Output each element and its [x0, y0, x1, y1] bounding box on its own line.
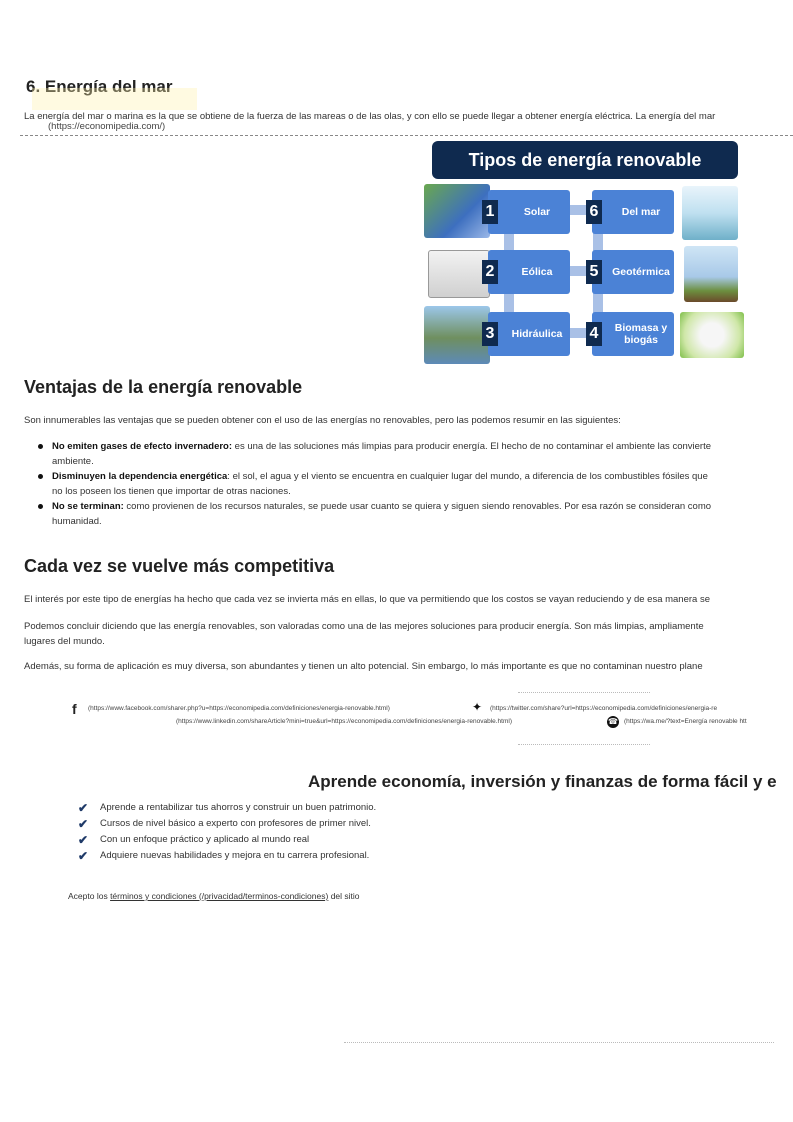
benefit-text: Cursos de nivel básico a experto con profesores de primer nivel.: [100, 818, 371, 829]
energy-number: 6: [586, 200, 602, 224]
list-item-cont: [36, 454, 711, 469]
bullet-text-cont: no los poseen los tienen que importar de otras naciones.: [52, 486, 291, 497]
energy-number: 4: [586, 322, 602, 346]
solar-panel-image: [424, 184, 490, 238]
checkmark-icon: ✔: [78, 801, 89, 815]
checkmark-icon: ✔: [78, 833, 89, 847]
link-highlight: [32, 88, 197, 110]
bullet-text-cont: ambiente.: [52, 456, 94, 467]
energy-type-del-mar: [589, 190, 674, 234]
linkedin-share-link[interactable]: (https://www.linkedin.com/shareArticle?mini=true&url=https://economipedia.com/definiciones/energia-renovable.html): [176, 718, 512, 725]
bullet-text: es una de las soluciones más limpias para producir energía. El hecho de no contaminar el ambiente las convierte: [232, 441, 711, 452]
bullet-icon: [38, 504, 43, 509]
list-item: [78, 800, 376, 816]
bullet-bold: No se terminan:: [52, 501, 124, 512]
checkmark-icon: ✔: [78, 849, 89, 863]
sea-energy-image: [682, 186, 738, 240]
checkmark-icon: ✔: [78, 817, 89, 831]
bullet-text: como provienen de los recursos naturales, se puede usar cuanto se quiera y siguen siendo renovables. Por esa razón se consideran como: [123, 501, 712, 512]
geothermal-image: [684, 246, 738, 302]
energy-number: 3: [482, 322, 498, 346]
whatsapp-icon[interactable]: ☎: [608, 717, 618, 726]
divider: [344, 1042, 774, 1043]
energy-label: Eólica: [521, 266, 553, 278]
list-item: [78, 816, 376, 832]
hydro-dam-image: [424, 306, 490, 364]
bullet-bold: No emiten gases de efecto invernadero:: [52, 441, 233, 452]
list-item: [36, 499, 711, 514]
list-item-cont: [36, 514, 711, 529]
infographic-title: Tipos de energía renovable: [432, 141, 738, 179]
energy-type-biomasa: [589, 312, 674, 356]
energy-type-hidraulica: [485, 312, 570, 356]
competitiva-p2a: Podemos concluir diciendo que las energía renovables, son valoradas como una de las mejores soluciones para producir energía. Son más limpias, ampliamente: [24, 621, 704, 632]
list-item: [78, 832, 376, 848]
biomass-image: [680, 312, 744, 358]
energy-label: Del mar: [621, 206, 661, 218]
bullet-text: : el sol, el agua y el viento se encuentra en cualquier lugar del mundo, a diferencia de los combustibles fósiles que: [227, 471, 708, 482]
energy-label: Solar: [523, 206, 551, 218]
competitiva-p3: Además, su forma de aplicación es muy diversa, son abundantes y tienen un alto potencial. Sin embargo, lo más importante es que no contaminan nuestro plane: [24, 661, 703, 672]
terms-suffix: del sitio: [328, 891, 360, 901]
bullet-text-cont: humanidad.: [52, 516, 102, 527]
competitiva-p2b: lugares del mundo.: [24, 636, 105, 647]
divider: [20, 135, 793, 136]
facebook-share-link[interactable]: (https://www.facebook.com/sharer.php?u=https://economipedia.com/definiciones/energia-renovable.html): [88, 705, 390, 712]
twitter-icon[interactable]: ✦: [472, 700, 483, 714]
whatsapp-share-link[interactable]: (https://wa.me/?text=Energía renovable htt: [624, 718, 747, 725]
list-item: [78, 848, 376, 864]
divider: [518, 692, 650, 693]
benefit-text: Aprende a rentabilizar tus ahorros y construir un buen patrimonio.: [100, 802, 377, 813]
twitter-share-link[interactable]: (https://twitter.com/share?url=https://economipedia.com/definiciones/energia-re: [490, 705, 718, 712]
energy-label: Biomasa y biogás: [614, 322, 668, 346]
economipedia-home-link[interactable]: (https://economipedia.com/): [48, 121, 166, 132]
energy-type-eolica: [485, 250, 570, 294]
benefit-text: Adquiere nuevas habilidades y mejora en tu carrera profesional.: [100, 850, 370, 861]
energy-type-geotermica: [589, 250, 674, 294]
divider: [518, 744, 650, 745]
section6-paragraph: La energía del mar o marina es la que se obtiene de la fuerza de las mareas o de las olas, y con ello se puede llegar a obtener energía eléctrica. La energía del mar: [24, 111, 716, 122]
section-title-energia-del-mar: 6. Energía del mar: [26, 77, 173, 96]
benefit-text: Con un enfoque práctico y aplicado al mundo real: [100, 834, 310, 845]
energy-label: Geotérmica: [612, 266, 670, 278]
energy-label: Hidráulica: [511, 328, 563, 340]
energy-type-solar: [485, 190, 570, 234]
energy-number: 1: [482, 200, 498, 224]
ventajas-intro: Son innumerables las ventajas que se pueden obtener con el uso de las energías no renovables, pero las podemos resumir en las siguientes:: [24, 415, 621, 426]
wind-turbine-image: [428, 250, 490, 298]
list-item: [36, 439, 711, 454]
promo-title: Aprende economía, inversión y finanzas de forma fácil y e: [308, 772, 777, 791]
bullet-icon: [38, 444, 43, 449]
energy-number: 2: [482, 260, 498, 284]
bullet-bold: Disminuyen la dependencia energética: [52, 471, 228, 482]
bullet-icon: [38, 474, 43, 479]
promo-benefits-list: [78, 800, 376, 864]
list-item: [36, 469, 711, 484]
list-item-cont: [36, 484, 711, 499]
facebook-icon[interactable]: f: [72, 701, 77, 717]
section-title-ventajas: Ventajas de la energía renovable: [24, 377, 303, 397]
ventajas-list: [36, 439, 711, 529]
terms-link[interactable]: términos y condiciones (/privacidad/terminos-condiciones): [110, 891, 329, 901]
terms-acceptance: [68, 891, 360, 901]
competitiva-p1: El interés por este tipo de energías ha hecho que cada vez se invierta más en ellas, lo que va permitiendo que los costos se vayan reduciendo y de esa manera se: [24, 594, 710, 605]
energy-number: 5: [586, 260, 602, 284]
terms-prefix: Acepto los: [68, 891, 111, 901]
section-title-competitiva: Cada vez se vuelve más competitiva: [24, 556, 335, 576]
